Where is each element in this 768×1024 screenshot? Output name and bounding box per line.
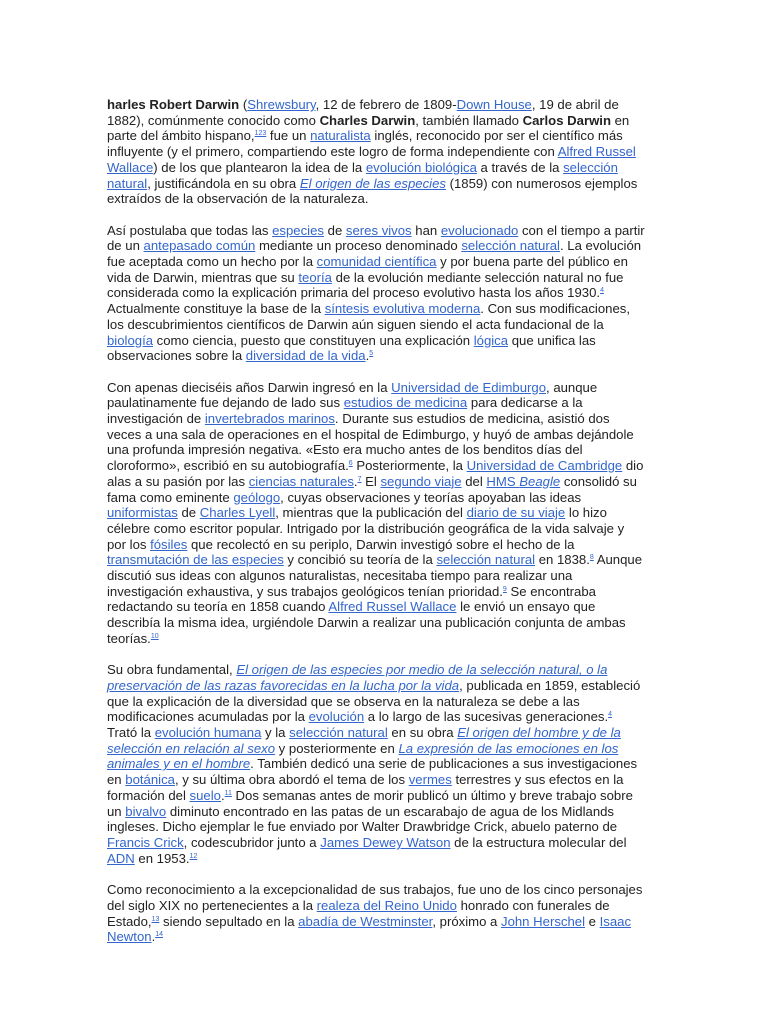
text-run: . También dedicó una serie de publicaciones a sus investigaciones en (107, 756, 638, 788)
wiki-link[interactable]: geólogo (233, 489, 281, 505)
wiki-link[interactable]: teoría (298, 269, 332, 285)
text-run: . La evolución fue aceptada como un hecho por la (107, 238, 642, 270)
text-run: en parte del ámbito hispano, (107, 112, 630, 144)
text-run: Así postulaba que todas las (107, 222, 273, 238)
wiki-link[interactable]: naturalista (310, 128, 371, 144)
link-title: La expresión de las emociones en los animales y en el hombre (107, 740, 619, 772)
wiki-link[interactable]: evolución (308, 709, 365, 725)
paragraph (107, 223, 645, 364)
wiki-link[interactable]: John Herschel (501, 913, 585, 929)
wiki-link[interactable]: segundo viaje (380, 473, 462, 489)
wiki-link[interactable]: transmutación de las especies (107, 552, 284, 568)
wiki-link[interactable]: selección natural (436, 552, 536, 568)
text-run: y la (261, 725, 290, 741)
wiki-link[interactable]: bivalvo (125, 803, 167, 819)
wiki-link[interactable] (486, 474, 560, 489)
reference-link[interactable]: 11 (224, 789, 232, 797)
text-run: ) de los que plantearon la idea de la (153, 159, 366, 175)
text-run: Posteriormente, la (352, 458, 467, 474)
wiki-link[interactable]: Alfred Russel Wallace (107, 144, 636, 175)
text-run: (1859) con numerosos ejemplos extraídos de la observación de la naturaleza. (107, 175, 638, 207)
paragraph (107, 380, 645, 647)
text-run: honrado con funerales de Estado, (107, 897, 610, 929)
text-run: de la evolución mediante selección natural no fue considerada como la explicación primaria del proceso evolutivo hasta los años 1930. (107, 269, 624, 301)
wiki-link[interactable]: Isaac Newton (107, 913, 632, 945)
text-run: de la estructura molecular del (450, 835, 627, 850)
text-run: . (151, 929, 156, 945)
wiki-link[interactable]: antepasado común (143, 238, 256, 254)
text-run: , también llamado (415, 112, 523, 128)
text-run: para dedicarse a la investigación de (107, 395, 583, 427)
wiki-link[interactable]: uniformistas (107, 505, 178, 521)
wiki-link[interactable]: selección natural (461, 238, 560, 254)
reference-link[interactable]: 123 (254, 130, 267, 138)
wiki-link[interactable]: Down House (456, 97, 532, 112)
link-text: HMS (486, 473, 520, 489)
text-run: a lo largo de las sucesivas generaciones. (364, 709, 609, 725)
reference-link[interactable]: 7 (357, 475, 362, 483)
wiki-link[interactable]: biología (107, 332, 154, 348)
wiki-link[interactable]: lógica (473, 332, 509, 348)
wiki-link[interactable]: Charles Lyell (199, 505, 276, 521)
link-title: El origen de las especies por medio de la selección natural, o la preservación de las razas favorecidas en la lucha por la vida (107, 662, 608, 693)
text-run: Dos semanas antes de morir publicó un último y breve trabajo sobre un (107, 787, 633, 819)
wiki-link[interactable]: Universidad de Edimburgo (391, 379, 547, 395)
wiki-link[interactable]: síntesis evolutiva moderna (324, 301, 481, 317)
reference-link[interactable]: 4 (600, 287, 604, 295)
wiki-link[interactable]: vermes (408, 772, 452, 788)
text-run: han (411, 222, 441, 238)
text-run: lo hizo célebre como escritor popular. Intrigado por la distribución geográfica de la vida salvaje y por los (107, 505, 625, 552)
text-run: a través de la (476, 159, 564, 175)
text-run: de (323, 222, 346, 238)
wiki-link[interactable]: Francis Crick (107, 835, 184, 850)
text-run: en 1953. (134, 850, 190, 866)
wiki-link[interactable]: selección natural (289, 725, 388, 741)
reference-link[interactable]: 13 (151, 915, 160, 923)
wiki-link[interactable]: suelo (189, 787, 221, 803)
text-run: , cuyas observaciones y teorías apoyaban las ideas (280, 489, 582, 505)
text-run: dio alas a su pasión por las (107, 458, 644, 489)
text-run: consolidó su fama como eminente (107, 473, 637, 505)
reference-link[interactable]: 9 (502, 585, 507, 593)
paragraph (107, 882, 645, 945)
reference-link[interactable]: 14 (155, 931, 164, 939)
wiki-link[interactable]: estudios de medicina (343, 395, 468, 411)
wiki-link[interactable]: comunidad científica (316, 254, 437, 270)
text-run: en su obra (387, 725, 458, 741)
text-run: en 1838. (535, 552, 590, 568)
text-run: . (220, 787, 225, 803)
text-run: . (365, 348, 370, 364)
text-run: como ciencia, puesto que constituyen una explicación (153, 332, 474, 348)
text-run: El (361, 473, 381, 489)
reference-link[interactable]: 6 (348, 460, 353, 468)
wiki-link[interactable]: botánica (125, 772, 175, 788)
wiki-link[interactable]: diversidad de la vida (245, 348, 366, 364)
text-run: , publicada en 1859, estableció que la explicación de la diversidad que se observa en la naturaleza se debe a las modificaciones acumuladas por la (107, 677, 641, 725)
text-run: y concibió su teoría de la (283, 552, 437, 568)
reference-link[interactable]: 12 (189, 852, 198, 860)
reference-link[interactable]: 8 (589, 554, 594, 562)
text-run: Con apenas dieciséis años Darwin ingresó en la (107, 379, 392, 395)
text-run: mediante un proceso denominado (255, 238, 462, 254)
wiki-link[interactable]: selección natural (107, 159, 618, 191)
text-run: . Con sus modificaciones, los descubrimientos científicos de Darwin aún siguen siendo el acta fundacional de la (107, 301, 630, 332)
wiki-link[interactable]: Shrewsbury (247, 97, 316, 112)
wiki-link[interactable]: James Dewey Watson (320, 835, 451, 850)
reference-link[interactable]: 4 (608, 711, 613, 719)
wiki-link[interactable]: Alfred Russel Wallace (328, 599, 457, 615)
text-run: , 12 de febrero de 1809- (315, 97, 457, 112)
text-run: con el tiempo a partir de un (107, 222, 645, 254)
wiki-link[interactable] (300, 176, 446, 191)
text-run: siendo sepultado en la (159, 913, 299, 929)
wiki-link[interactable]: especies (272, 222, 324, 238)
text-run: Trató la (107, 725, 155, 741)
text-run: Se encontraba redactando su teoría en 1858 cuando (107, 583, 596, 615)
wiki-link[interactable]: ciencias naturales (248, 473, 354, 489)
text-run: , mientras que la publicación del (275, 505, 467, 521)
text-run: fue un (266, 128, 311, 144)
wiki-link[interactable]: abadía de Westminster (298, 913, 433, 929)
link-title: El origen de las especies (299, 175, 446, 191)
text-run: Actualmente constituye la base de la (107, 301, 325, 317)
article-body (107, 97, 645, 961)
text-run: le envió un ensayo que describía la misma idea, urgiéndole Darwin a realizar una publicación conjunta de ambas teorías. (107, 599, 626, 646)
link-title: El origen del hombre y de la selección en relación al sexo (107, 725, 621, 756)
text-run: de (177, 505, 200, 521)
text-run: y por buena parte del público en vida de Darwin, mientras que su (107, 254, 628, 285)
text-run: , 19 de abril de 1882), comúnmente conocido como (107, 97, 619, 128)
text-run: diminuto encontrado en las patas de un escarabajo de agua de los Midlands ingleses. Dicho ejemplar le fue enviado por Walter Drawbridge Crick, abuelo paterno de (107, 803, 618, 835)
text-run: que recolectó en su periplo, Darwin investigó sobre el hecho de la (187, 536, 575, 552)
text-run: ( (239, 97, 248, 112)
text-run: . (353, 473, 358, 489)
text-run: Aunque discutió sus ideas con algunos naturalistas, necesitaba tiempo para realizar una investigación exhaustiva, y sus trabajos geológicos tenían prioridad. (107, 552, 643, 599)
text-run: terrestres y sus efectos en la formación del (107, 772, 624, 803)
paragraph (107, 662, 645, 866)
wiki-link[interactable]: evolución humana (154, 725, 262, 741)
wiki-link[interactable]: realeza del Reino Unido (316, 897, 457, 913)
wiki-link[interactable]: Universidad de Cambridge (466, 458, 623, 474)
text-run: que unifica las observaciones sobre la (107, 332, 596, 364)
bold-name: harles Robert Darwin (107, 97, 240, 112)
text-run: , codescubridor junto a (183, 835, 321, 850)
text-run: , y su última obra abordó el tema de los (174, 772, 409, 788)
bold-name: Charles Darwin (319, 112, 416, 128)
wiki-link[interactable]: evolucionado (440, 222, 519, 238)
text-run: y posteriormente en (275, 740, 399, 756)
reference-link[interactable]: 10 (150, 632, 159, 640)
text-run: inglés, reconocido por ser el científico más influyente (y el primero, compartiendo este logro de forma independiente con (107, 128, 623, 160)
text-run: , aunque paulatinamente fue dejando de lado sus (107, 379, 598, 411)
wiki-link[interactable]: seres vivos (345, 222, 412, 238)
text-run: , justificándola en su obra (147, 175, 300, 191)
wiki-link[interactable]: ADN (107, 850, 135, 866)
wiki-link[interactable]: diario de su viaje (466, 505, 566, 521)
link-text-italic: Beagle (519, 473, 561, 489)
text-run: . Durante sus estudios de medicina, asistió dos veces a una sala de operaciones en el hospital de Edimburgo, y huyó de ambas dejándole una profunda impresión negativa. «Esto era mucho antes de los benditos días del cloroformo», escribió en su autobiografía. (107, 411, 634, 474)
text-run: del (461, 473, 487, 489)
wiki-link[interactable]: fósiles (150, 536, 188, 552)
text-run: e (585, 913, 600, 929)
text-run: Su obra fundamental, (107, 662, 237, 678)
text-run: Como reconocimiento a la excepcionalidad de sus trabajos, fue uno de los cinco personajes del siglo XIX no pertenecientes a la (107, 882, 643, 913)
text-run: , próximo a (432, 913, 501, 929)
wiki-link[interactable]: invertebrados marinos (204, 411, 335, 427)
bold-name: Carlos Darwin (522, 112, 611, 128)
paragraph (107, 97, 645, 207)
reference-link[interactable]: 5 (369, 350, 374, 358)
wiki-link[interactable]: evolución biológica (365, 159, 477, 175)
